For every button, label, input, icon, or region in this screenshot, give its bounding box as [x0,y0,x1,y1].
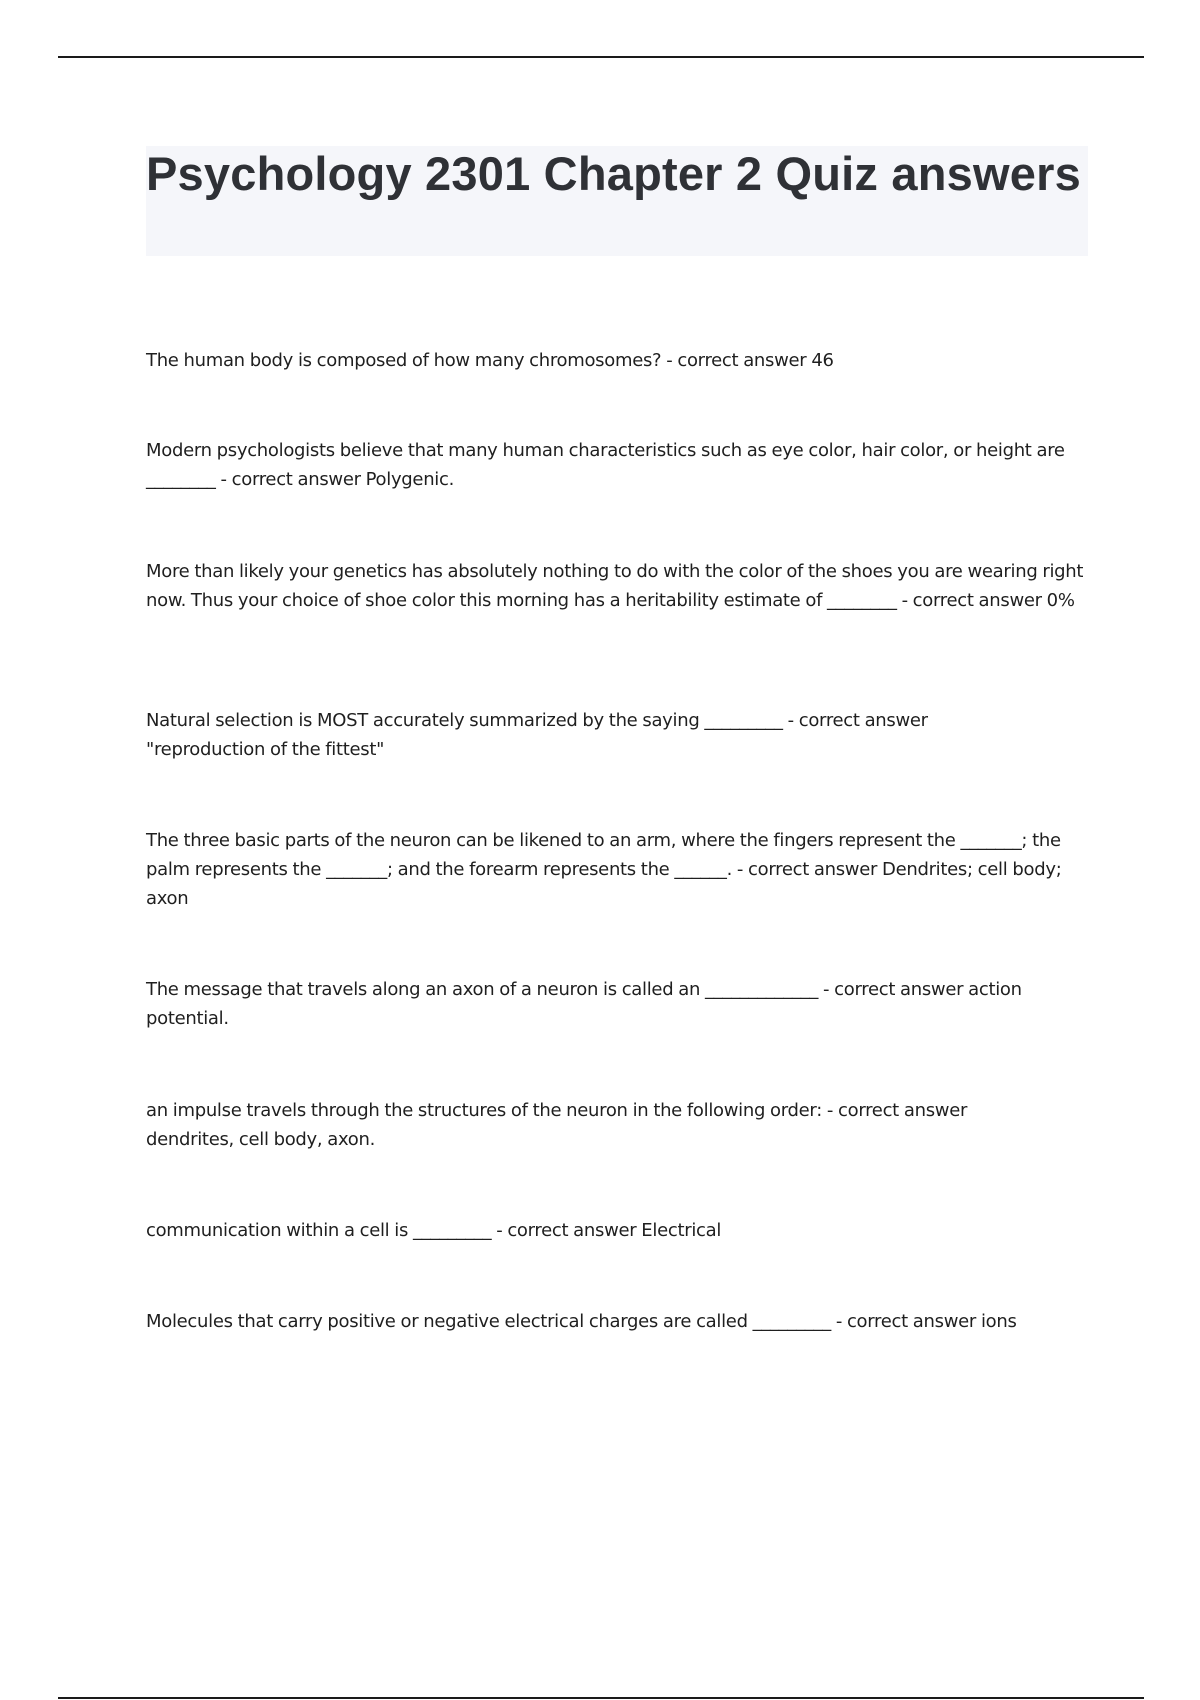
qa-item: an impulse travels through the structures of the neuron in the following order: - correct answer dendrites, cell body, axon. [146,1100,968,1150]
qa-item: communication within a cell is _________ - correct answer Electrical [146,1220,722,1241]
qa-item: Natural selection is MOST accurately summarized by the saying _________ - correct answer "reproduction of the fittest" [146,710,928,760]
qa-item: The human body is composed of how many chromosomes? - correct answer 46 [146,350,834,371]
qa-item: Molecules that carry positive or negative electrical charges are called _________ - correct answer ions [146,1311,1017,1332]
bottom-rule [58,1697,1144,1699]
qa-item: The three basic parts of the neuron can be likened to an arm, where the fingers represent the _______; the palm represents the _______; and the forearm represents the ______. - correct answer Dendrites; cell body; axon [146,830,1062,909]
title-block [146,146,1088,256]
qa-item: More than likely your genetics has absolutely nothing to do with the color of the shoes you are wearing right now. Thus your choice of shoe color this morning has a heritability estimate of ________ - correct answer 0% [146,561,1084,611]
qa-item: Modern psychologists believe that many human characteristics such as eye color, hair color, or height are ________ - correct answer Polygenic. [146,440,1065,490]
qa-item: The message that travels along an axon of a neuron is called an _____________ - correct answer action potential. [146,979,1022,1029]
top-rule [58,56,1144,58]
page-title: Psychology 2301 Chapter 2 Quiz answers [146,147,1081,200]
